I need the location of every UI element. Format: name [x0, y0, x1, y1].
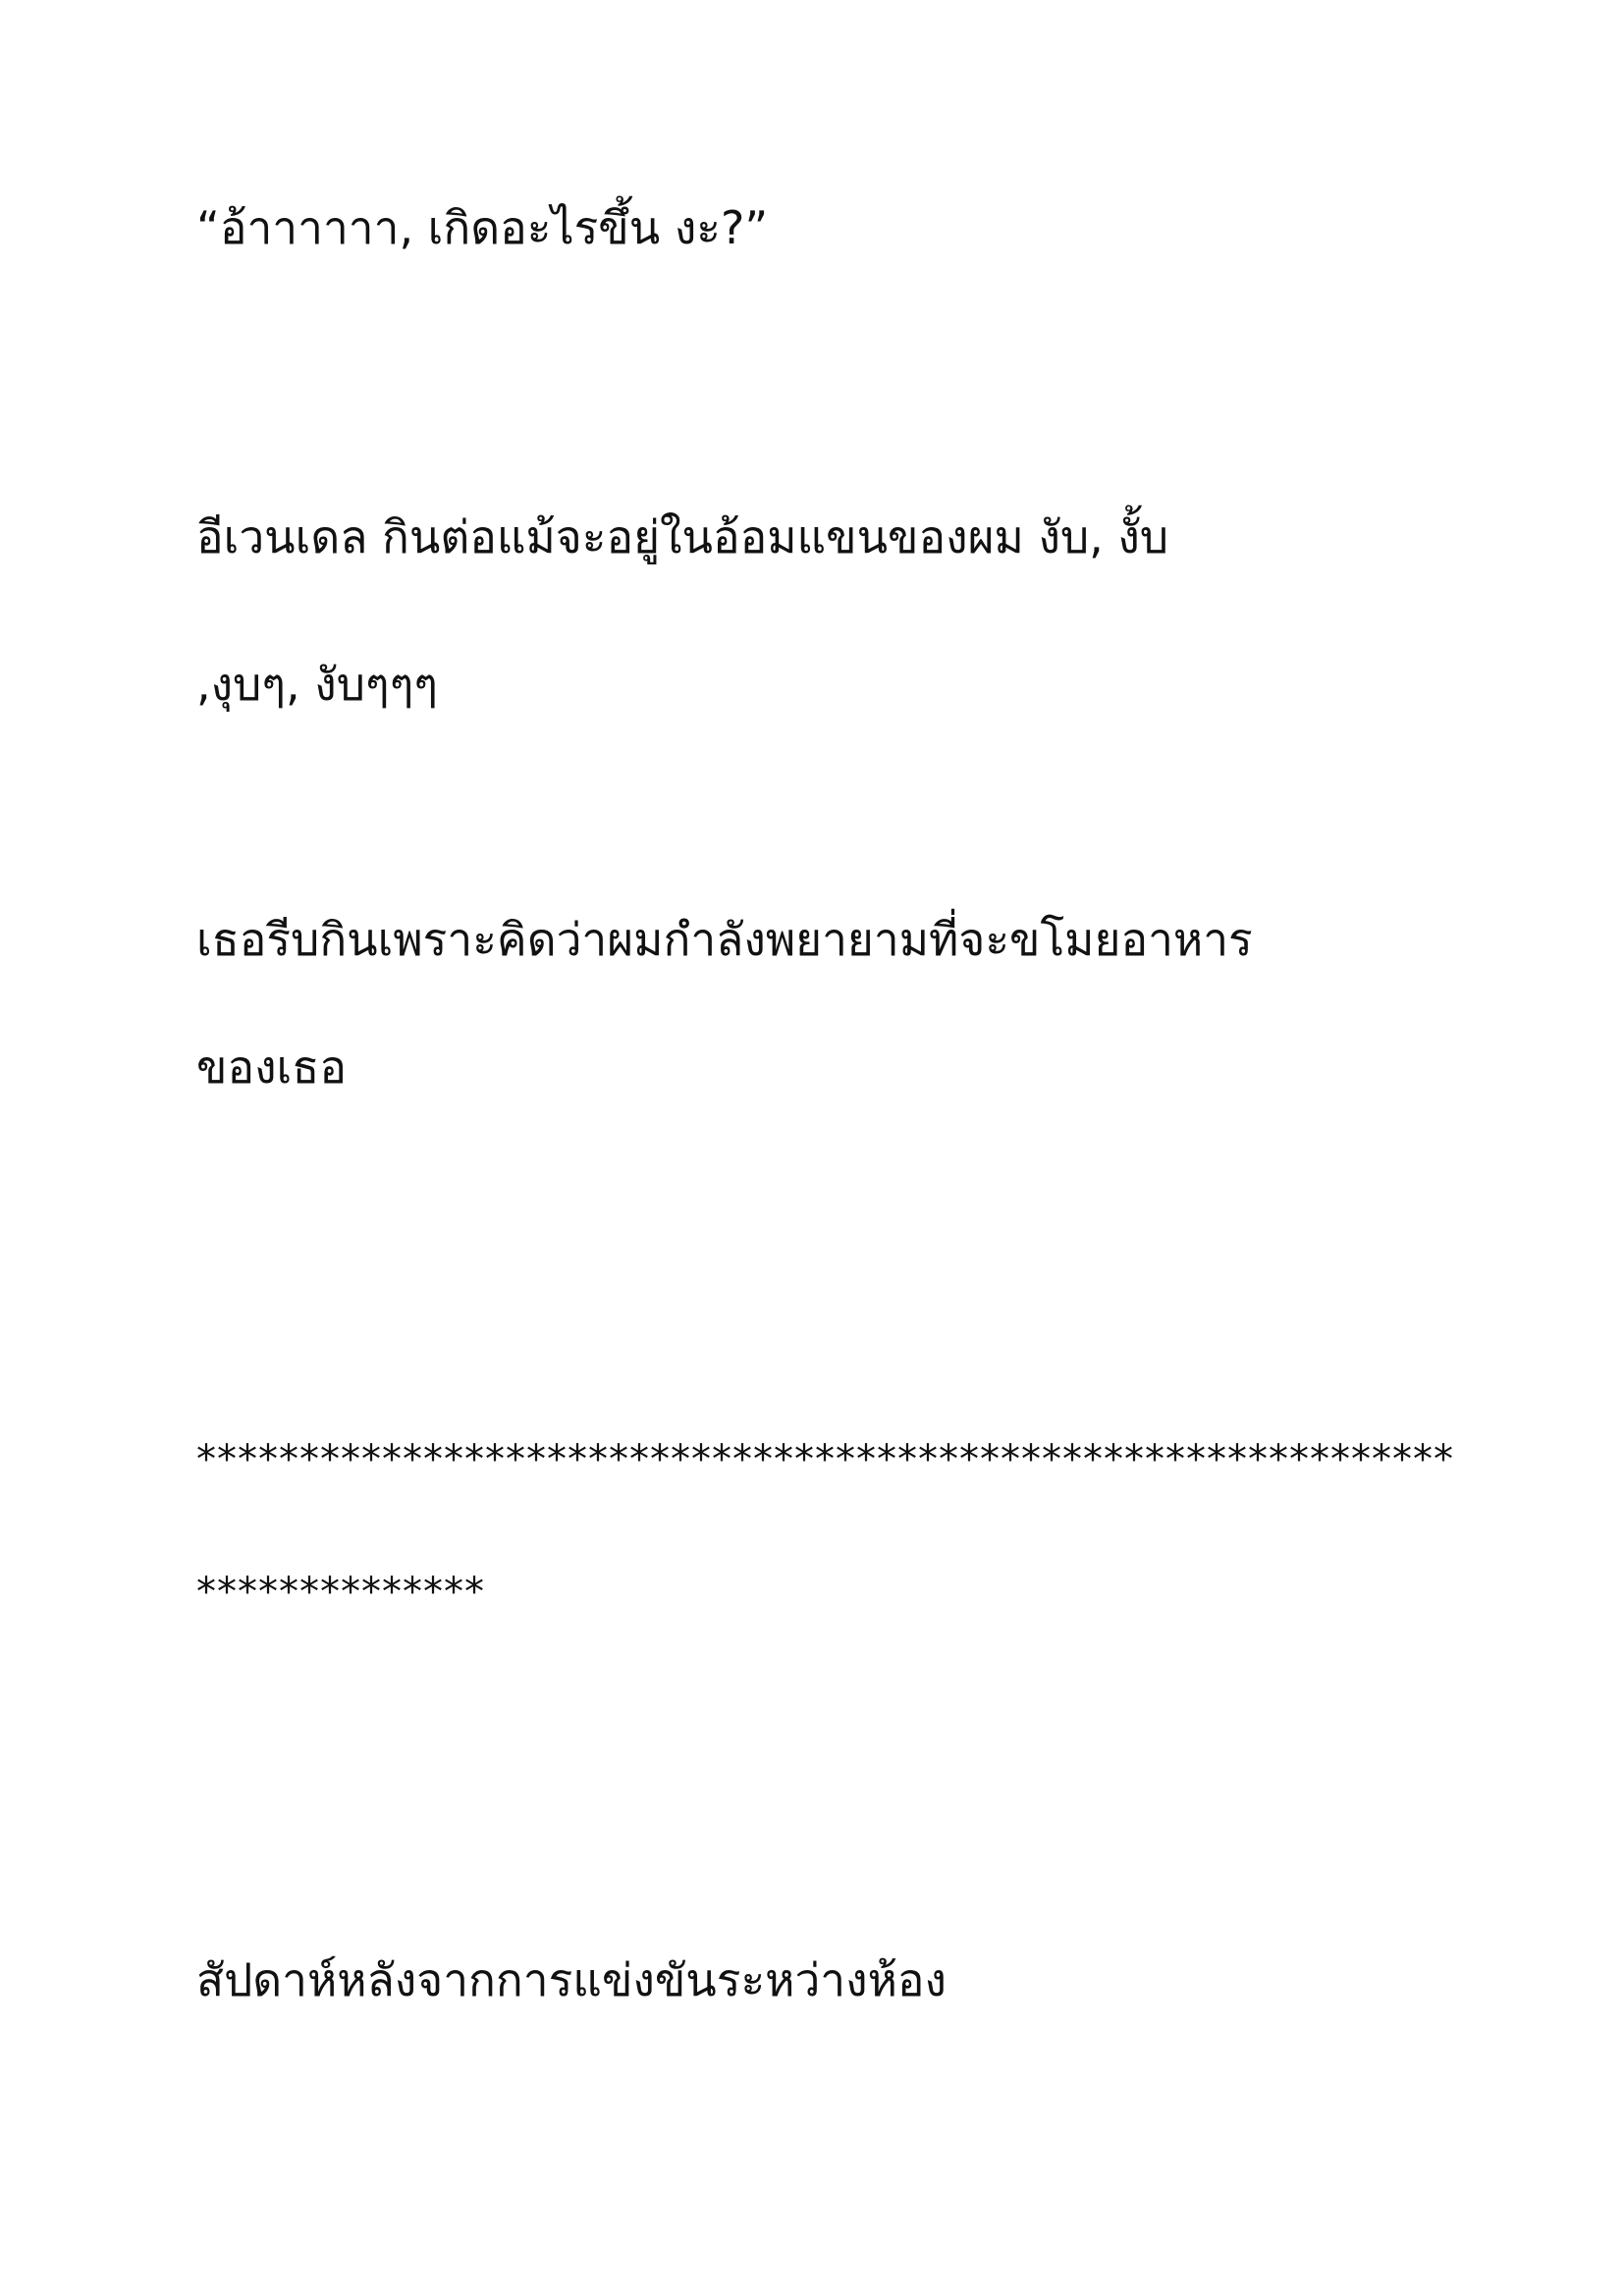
narration-line: ของเธอ — [196, 1041, 347, 1094]
scene-divider: ************************************************************* — [196, 1437, 1454, 1482]
narration-line: อีเวนเดล กินต่อแม้จะอยู่ในอ้อมแขนของผม งับ, งั้บ — [196, 510, 1169, 563]
narration-line: ,งุบๆ, งับๆๆๆ — [196, 658, 439, 711]
narration-line: เธอรีบกินเพราะคิดว่าผมกำลังพยายามที่จะขโมยอาหาร — [196, 913, 1253, 966]
dialogue-line: “อ้าาาาาา, เกิดอะไรขึ้น งะ?” — [196, 201, 769, 254]
narration-line: สัปดาห์หลังจากการแข่งขันระหว่างห้อง — [196, 1953, 947, 2006]
scene-divider: ************** — [196, 1570, 485, 1615]
